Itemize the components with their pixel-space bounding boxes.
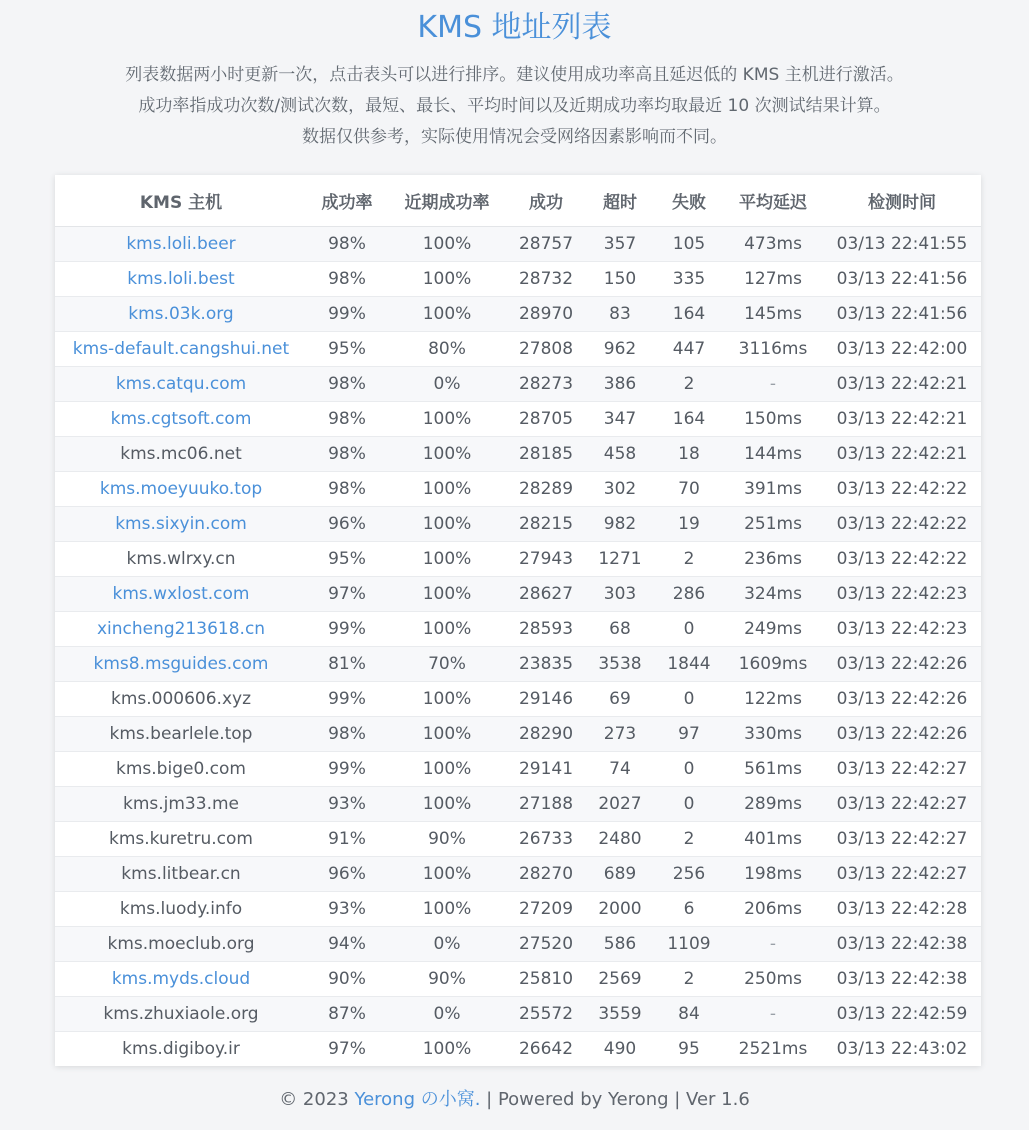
cell-recent-rate: 100% bbox=[387, 262, 507, 297]
intro-line: 成功率指成功次数/测试次数，最短、最长、平均时间以及近期成功率均取最近 10 次测试结果计算。 bbox=[138, 96, 891, 116]
cell-timeout-count: 982 bbox=[585, 507, 655, 542]
cell-fail-count: 1844 bbox=[655, 647, 723, 682]
cell-fail-count: 164 bbox=[655, 402, 723, 437]
table-row bbox=[55, 472, 981, 507]
cell-timeout-count: 69 bbox=[585, 682, 655, 717]
cell-success-count: 28732 bbox=[507, 262, 585, 297]
cell-fail-count: 1109 bbox=[655, 927, 723, 962]
table-row bbox=[55, 647, 981, 682]
footer-powered-by: | Powered by Yerong | Ver 1.6 bbox=[480, 1089, 750, 1110]
cell-avg-latency: 198ms bbox=[723, 857, 823, 892]
cell-success-count: 28289 bbox=[507, 472, 585, 507]
cell-success-rate: 98% bbox=[307, 472, 387, 507]
cell-check-time: 03/13 22:42:23 bbox=[823, 612, 981, 647]
cell-host bbox=[55, 437, 307, 472]
cell-timeout-count: 490 bbox=[603, 1039, 637, 1059]
table-row bbox=[55, 262, 981, 297]
column-header-fail[interactable]: 失败 bbox=[655, 175, 723, 227]
cell-recent-rate: 100% bbox=[387, 717, 507, 752]
table-header-row bbox=[55, 175, 981, 227]
cell-success-rate: 81% bbox=[307, 647, 387, 682]
table-row bbox=[55, 402, 981, 437]
host-link[interactable]: kms.loli.beer bbox=[126, 234, 236, 254]
cell-fail-count: 447 bbox=[655, 332, 723, 367]
cell-host bbox=[55, 402, 307, 437]
cell-check-time: 03/13 22:42:27 bbox=[823, 752, 981, 787]
cell-recent-rate: 80% bbox=[387, 332, 507, 367]
cell-check-time: 03/13 22:41:56 bbox=[823, 262, 981, 297]
cell-timeout-count: 273 bbox=[585, 717, 655, 752]
host-link[interactable]: xincheng213618.cn bbox=[96, 619, 266, 639]
cell-success-rate: 90% bbox=[307, 962, 387, 997]
cell-fail-count: 84 bbox=[655, 997, 723, 1032]
cell-success-rate: 91% bbox=[307, 822, 387, 857]
cell-avg-latency: 150ms bbox=[723, 402, 823, 437]
cell-fail-count: 256 bbox=[655, 857, 723, 892]
cell-success-rate: 97% bbox=[307, 577, 387, 612]
cell-fail-count: 286 bbox=[655, 577, 723, 612]
table-row bbox=[55, 962, 981, 997]
cell-success-rate: 99% bbox=[307, 612, 387, 647]
cell-recent-rate: 100% bbox=[387, 612, 507, 647]
cell-host bbox=[55, 1032, 307, 1067]
cell-fail-count: 18 bbox=[655, 437, 723, 472]
host-text: kms.zhuxiaole.org bbox=[103, 1004, 259, 1024]
table-row bbox=[55, 822, 981, 857]
intro-text bbox=[0, 60, 1029, 153]
cell-success-count: 27943 bbox=[507, 542, 585, 577]
cell-recent-rate: 100% bbox=[387, 437, 507, 472]
host-text: kms.luody.info bbox=[119, 899, 243, 919]
cell-recent-rate: 100% bbox=[387, 787, 507, 822]
host-link[interactable]: kms.loli.best bbox=[127, 269, 235, 289]
cell-success-rate: 98% bbox=[307, 717, 387, 752]
cell-timeout-count: 150 bbox=[585, 262, 655, 297]
cell-success-count: 25810 bbox=[507, 962, 585, 997]
cell-success-count: 28627 bbox=[507, 577, 585, 612]
cell-avg-latency: 324ms bbox=[723, 577, 823, 612]
cell-avg-latency: 127ms bbox=[723, 262, 823, 297]
table-row bbox=[55, 717, 981, 752]
host-text: kms.moeclub.org bbox=[107, 934, 255, 954]
cell-fail-count: 2 bbox=[655, 822, 723, 857]
cell-avg-latency: 401ms bbox=[723, 822, 823, 857]
cell-success-rate: 98% bbox=[307, 437, 387, 472]
cell-check-time: 03/13 22:42:38 bbox=[823, 927, 981, 962]
cell-recent-rate: 100% bbox=[387, 752, 507, 787]
cell-avg-latency: 473ms bbox=[723, 227, 823, 262]
table-row bbox=[55, 997, 981, 1032]
cell-host bbox=[55, 332, 307, 367]
cell-check-time: 03/13 22:42:00 bbox=[823, 332, 981, 367]
table-row bbox=[55, 577, 981, 612]
column-header-timeout[interactable]: 超时 bbox=[585, 175, 655, 227]
table-row bbox=[55, 332, 981, 367]
cell-recent-rate: 100% bbox=[422, 1039, 472, 1059]
cell-host bbox=[55, 752, 307, 787]
table-row bbox=[55, 612, 981, 647]
cell-timeout-count: 2480 bbox=[585, 822, 655, 857]
intro-line: 列表数据两小时更新一次，点击表头可以进行排序。建议使用成功率高且延迟低的 KMS 主机进行激活。 bbox=[125, 65, 904, 85]
cell-check-time: 03/13 22:41:55 bbox=[823, 227, 981, 262]
column-header-success[interactable]: 成功 bbox=[507, 175, 585, 227]
cell-host bbox=[55, 262, 307, 297]
cell-check-time: 03/13 22:42:23 bbox=[823, 577, 981, 612]
table-row bbox=[55, 437, 981, 472]
cell-success-rate: 98% bbox=[307, 262, 387, 297]
cell-success-count: 28705 bbox=[507, 402, 585, 437]
cell-check-time: 03/13 22:42:27 bbox=[823, 787, 981, 822]
cell-avg-latency: - bbox=[723, 367, 823, 402]
cell-fail-count: 164 bbox=[655, 297, 723, 332]
cell-host bbox=[55, 647, 307, 682]
cell-fail-count: 6 bbox=[655, 892, 723, 927]
host-text: kms.kuretru.com bbox=[109, 829, 253, 849]
cell-avg-latency: 250ms bbox=[723, 962, 823, 997]
cell-check-time: 03/13 22:42:21 bbox=[823, 437, 981, 472]
table-row bbox=[55, 507, 981, 542]
cell-check-time: 03/13 22:42:26 bbox=[823, 717, 981, 752]
cell-success-rate: 95% bbox=[307, 542, 387, 577]
cell-fail-count: 105 bbox=[655, 227, 723, 262]
cell-recent-rate: 100% bbox=[387, 682, 507, 717]
cell-timeout-count: 586 bbox=[585, 927, 655, 962]
cell-timeout-count: 303 bbox=[585, 577, 655, 612]
column-header-check-time[interactable]: 检测时间 bbox=[823, 175, 981, 227]
cell-avg-latency: 206ms bbox=[723, 892, 823, 927]
cell-success-rate: 99% bbox=[307, 682, 387, 717]
cell-fail-count: 2 bbox=[655, 962, 723, 997]
cell-timeout-count: 347 bbox=[585, 402, 655, 437]
cell-check-time: 03/13 22:42:22 bbox=[823, 472, 981, 507]
cell-success-rate: 99% bbox=[307, 752, 387, 787]
cell-avg-latency: 1609ms bbox=[723, 647, 823, 682]
cell-host bbox=[55, 717, 307, 752]
cell-success-count: 26733 bbox=[507, 822, 585, 857]
cell-host bbox=[55, 227, 307, 262]
cell-check-time: 03/13 22:42:22 bbox=[823, 507, 981, 542]
cell-fail-count: 2 bbox=[655, 542, 723, 577]
cell-host bbox=[55, 997, 307, 1032]
cell-recent-rate: 100% bbox=[387, 507, 507, 542]
cell-recent-rate: 100% bbox=[387, 297, 507, 332]
cell-timeout-count: 962 bbox=[585, 332, 655, 367]
cell-avg-latency: 289ms bbox=[723, 787, 823, 822]
cell-timeout-count: 68 bbox=[585, 612, 655, 647]
cell-success-rate: 99% bbox=[307, 297, 387, 332]
cell-timeout-count: 458 bbox=[585, 437, 655, 472]
cell-recent-rate: 100% bbox=[387, 227, 507, 262]
host-link[interactable]: kms.sixyin.com bbox=[115, 514, 247, 534]
column-header-recent-rate[interactable]: 近期成功率 bbox=[387, 175, 507, 227]
table-row bbox=[55, 367, 981, 402]
cell-success-count: 27188 bbox=[507, 787, 585, 822]
cell-avg-latency: 2521ms bbox=[738, 1039, 808, 1059]
host-text: kms.bige0.com bbox=[116, 759, 246, 779]
cell-check-time: 03/13 22:42:26 bbox=[823, 647, 981, 682]
cell-fail-count: 0 bbox=[655, 612, 723, 647]
cell-success-rate: 94% bbox=[307, 927, 387, 962]
cell-timeout-count: 689 bbox=[585, 857, 655, 892]
cell-recent-rate: 100% bbox=[387, 857, 507, 892]
cell-timeout-count: 83 bbox=[585, 297, 655, 332]
cell-avg-latency: 330ms bbox=[723, 717, 823, 752]
cell-timeout-count: 2027 bbox=[585, 787, 655, 822]
host-text: kms.jm33.me bbox=[122, 794, 239, 814]
cell-success-count: 25572 bbox=[507, 997, 585, 1032]
host-link[interactable]: kms-default.cangshui.net bbox=[72, 339, 290, 359]
cell-host bbox=[55, 787, 307, 822]
host-link[interactable]: kms8.msguides.com bbox=[93, 654, 269, 674]
cell-fail-count: 0 bbox=[655, 752, 723, 787]
cell-timeout-count: 3538 bbox=[585, 647, 655, 682]
cell-success-rate: 96% bbox=[307, 507, 387, 542]
cell-host bbox=[55, 927, 307, 962]
cell-avg-latency: 251ms bbox=[723, 507, 823, 542]
cell-timeout-count: 3559 bbox=[585, 997, 655, 1032]
host-link[interactable]: kms.wxlost.com bbox=[112, 584, 250, 604]
cell-check-time: 03/13 22:42:26 bbox=[823, 682, 981, 717]
table-row bbox=[55, 542, 981, 577]
cell-success-rate: 87% bbox=[307, 997, 387, 1032]
cell-recent-rate: 100% bbox=[387, 472, 507, 507]
cell-success-rate: 93% bbox=[307, 892, 387, 927]
cell-fail-count: 2 bbox=[655, 367, 723, 402]
cell-fail-count: 95 bbox=[678, 1039, 700, 1059]
cell-recent-rate: 100% bbox=[387, 577, 507, 612]
cell-recent-rate: 0% bbox=[387, 997, 507, 1032]
column-header-rate[interactable]: 成功率 bbox=[307, 175, 387, 227]
cell-host bbox=[55, 367, 307, 402]
cell-avg-latency: - bbox=[723, 927, 823, 962]
cell-fail-count: 335 bbox=[655, 262, 723, 297]
table-row bbox=[55, 927, 981, 962]
cell-success-rate: 98% bbox=[307, 227, 387, 262]
cell-check-time: 03/13 22:42:21 bbox=[823, 402, 981, 437]
cell-recent-rate: 100% bbox=[387, 892, 507, 927]
cell-host bbox=[55, 472, 307, 507]
cell-avg-latency: 236ms bbox=[723, 542, 823, 577]
host-link[interactable]: kms.03k.org bbox=[128, 304, 234, 324]
cell-success-count: 28215 bbox=[507, 507, 585, 542]
cell-timeout-count: 2569 bbox=[585, 962, 655, 997]
cell-fail-count: 0 bbox=[655, 682, 723, 717]
cell-timeout-count: 302 bbox=[585, 472, 655, 507]
cell-check-time: 03/13 22:42:22 bbox=[823, 542, 981, 577]
cell-success-count: 23835 bbox=[507, 647, 585, 682]
cell-check-time: 03/13 22:42:28 bbox=[823, 892, 981, 927]
table-row bbox=[55, 297, 981, 332]
cell-success-rate: 95% bbox=[307, 332, 387, 367]
cell-host bbox=[55, 297, 307, 332]
cell-success-rate: 96% bbox=[307, 857, 387, 892]
cell-recent-rate: 90% bbox=[387, 822, 507, 857]
cell-fail-count: 19 bbox=[655, 507, 723, 542]
cell-success-count: 29146 bbox=[507, 682, 585, 717]
cell-host bbox=[55, 892, 307, 927]
table-row bbox=[55, 892, 981, 927]
cell-host bbox=[55, 857, 307, 892]
footer-site-link[interactable]: Yerong の小窝. bbox=[354, 1089, 481, 1110]
table-row bbox=[55, 787, 981, 822]
table-row bbox=[55, 1032, 981, 1067]
cell-host bbox=[55, 822, 307, 857]
cell-success-rate: 93% bbox=[307, 787, 387, 822]
cell-recent-rate: 100% bbox=[387, 542, 507, 577]
cell-timeout-count: 357 bbox=[585, 227, 655, 262]
cell-fail-count: 97 bbox=[655, 717, 723, 752]
cell-timeout-count: 2000 bbox=[585, 892, 655, 927]
cell-success-count: 28290 bbox=[507, 717, 585, 752]
cell-check-time: 03/13 22:41:56 bbox=[823, 297, 981, 332]
page-title: KMS 地址列表 bbox=[417, 10, 612, 45]
host-link[interactable]: kms.cgtsoft.com bbox=[110, 409, 252, 429]
cell-avg-latency: 561ms bbox=[723, 752, 823, 787]
table-row bbox=[55, 752, 981, 787]
host-text: kms.000606.xyz bbox=[110, 689, 251, 709]
footer bbox=[0, 1086, 1029, 1114]
table-body bbox=[55, 227, 981, 1067]
cell-success-count: 27520 bbox=[507, 927, 585, 962]
cell-host bbox=[55, 612, 307, 647]
cell-check-time: 03/13 22:42:59 bbox=[823, 997, 981, 1032]
cell-success-count: 27209 bbox=[507, 892, 585, 927]
cell-avg-latency: - bbox=[723, 997, 823, 1032]
host-text: kms.digiboy.ir bbox=[122, 1039, 240, 1059]
host-link[interactable]: kms.myds.cloud bbox=[111, 969, 251, 989]
table-row bbox=[55, 227, 981, 262]
cell-host bbox=[55, 507, 307, 542]
footer-copyright: © 2023 bbox=[279, 1089, 355, 1110]
host-link[interactable]: kms.catqu.com bbox=[115, 374, 247, 394]
cell-host bbox=[55, 542, 307, 577]
cell-recent-rate: 70% bbox=[387, 647, 507, 682]
cell-check-time: 03/13 22:42:21 bbox=[823, 367, 981, 402]
kms-table bbox=[55, 175, 981, 1066]
cell-host bbox=[55, 682, 307, 717]
cell-success-count: 29141 bbox=[507, 752, 585, 787]
cell-success-count: 28757 bbox=[507, 227, 585, 262]
cell-check-time: 03/13 22:43:02 bbox=[836, 1039, 968, 1059]
cell-avg-latency: 122ms bbox=[723, 682, 823, 717]
intro-line: 数据仅供参考，实际使用情况会受网络因素影响而不同。 bbox=[302, 127, 727, 147]
cell-fail-count: 0 bbox=[655, 787, 723, 822]
cell-host bbox=[55, 962, 307, 997]
cell-avg-latency: 249ms bbox=[723, 612, 823, 647]
cell-success-rate: 98% bbox=[307, 402, 387, 437]
host-text: kms.wlrxy.cn bbox=[126, 549, 236, 569]
cell-check-time: 03/13 22:42:27 bbox=[823, 822, 981, 857]
cell-check-time: 03/13 22:42:38 bbox=[823, 962, 981, 997]
cell-fail-count: 70 bbox=[655, 472, 723, 507]
cell-success-count: 28185 bbox=[507, 437, 585, 472]
cell-check-time: 03/13 22:42:27 bbox=[823, 857, 981, 892]
table-row bbox=[55, 682, 981, 717]
cell-success-count: 28270 bbox=[507, 857, 585, 892]
kms-table-card bbox=[55, 175, 981, 1066]
cell-avg-latency: 391ms bbox=[723, 472, 823, 507]
cell-recent-rate: 0% bbox=[387, 367, 507, 402]
host-text: kms.mc06.net bbox=[120, 444, 242, 464]
cell-success-rate: 97% bbox=[328, 1039, 366, 1059]
cell-host bbox=[55, 577, 307, 612]
cell-success-count: 26642 bbox=[518, 1039, 574, 1059]
column-header-host[interactable]: KMS 主机 bbox=[55, 175, 307, 227]
cell-success-count: 28273 bbox=[507, 367, 585, 402]
cell-recent-rate: 0% bbox=[387, 927, 507, 962]
column-header-latency[interactable]: 平均延迟 bbox=[723, 175, 823, 227]
cell-success-count: 28593 bbox=[507, 612, 585, 647]
cell-success-count: 28970 bbox=[507, 297, 585, 332]
host-text: kms.litbear.cn bbox=[121, 864, 241, 884]
host-link[interactable]: kms.moeyuuko.top bbox=[99, 479, 263, 499]
cell-timeout-count: 386 bbox=[585, 367, 655, 402]
cell-timeout-count: 74 bbox=[585, 752, 655, 787]
cell-timeout-count: 1271 bbox=[585, 542, 655, 577]
cell-recent-rate: 90% bbox=[387, 962, 507, 997]
cell-avg-latency: 145ms bbox=[723, 297, 823, 332]
cell-recent-rate: 100% bbox=[387, 402, 507, 437]
table-row bbox=[55, 857, 981, 892]
cell-avg-latency: 144ms bbox=[723, 437, 823, 472]
host-text: kms.bearlele.top bbox=[109, 724, 253, 744]
cell-success-count: 27808 bbox=[507, 332, 585, 367]
cell-avg-latency: 3116ms bbox=[723, 332, 823, 367]
cell-success-rate: 98% bbox=[307, 367, 387, 402]
